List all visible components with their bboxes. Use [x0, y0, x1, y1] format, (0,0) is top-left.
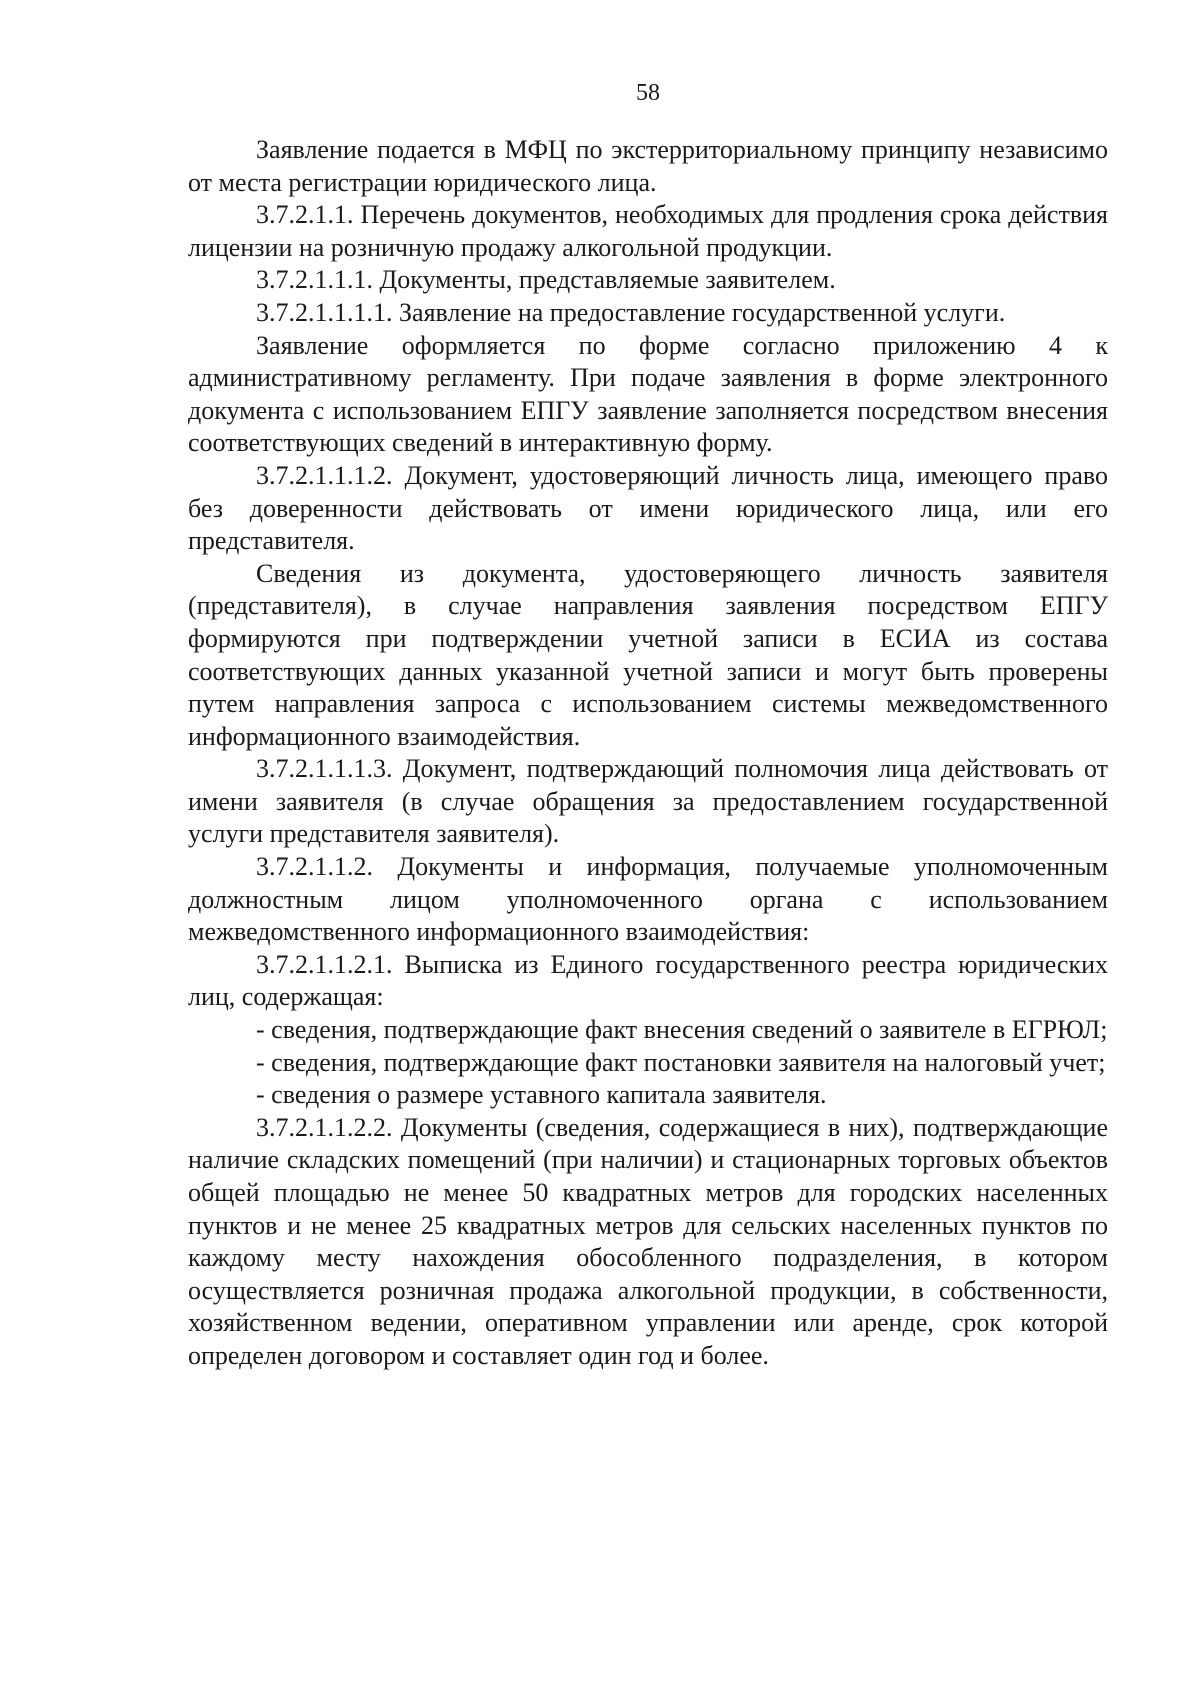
- document-body: [188, 134, 1108, 1373]
- paragraph-7: Сведения из документа, удостоверяющего личность заявителя (представителя), в случае направления заявления посредством ЕПГУ формируются при подтверждении учетной записи в ЕСИА из состава соответствующих данных указанной учетной записи и могут быть проверены путем направления запроса с использованием системы межведомственного информационного взаимодействия.: [188, 558, 1108, 751]
- paragraph-5: Заявление оформляется по форме согласно приложению 4 к административному регламенту. При подаче заявления в форме электронного документа с использованием ЕПГУ заявление заполняется посредством внесения соответствующих сведений в интерактивную форму.: [188, 330, 1108, 458]
- paragraph-10: 3.7.2.1.1.2.1. Выписка из Единого государственного реестра юридических лиц, содержащая:: [188, 949, 1108, 1012]
- paragraph-8: 3.7.2.1.1.1.3. Документ, подтверждающий полномочия лица действовать от имени заявителя (в случае обращения за предоставлением государственной услуги представителя заявителя).: [188, 754, 1108, 849]
- paragraph-6: 3.7.2.1.1.1.2. Документ, удостоверяющий личность лица, имеющего право без доверенности действовать от имени юридического лица, или его представителя.: [188, 460, 1108, 556]
- paragraph-9: 3.7.2.1.1.2. Документы и информация, получаемые уполномоченным должностным лицом уполномоченного органа с использованием межведомственного информационного взаимодействия:: [188, 852, 1108, 947]
- paragraph-3: 3.7.2.1.1.1. Документы, представляемые заявителем.: [256, 265, 836, 295]
- paragraph-2: 3.7.2.1.1. Перечень документов, необходимых для продления срока действия лицензии на розничную продажу алкогольной продукции.: [188, 200, 1108, 262]
- paragraph-4: 3.7.2.1.1.1.1. Заявление на предоставление государственной услуги.: [256, 297, 1006, 327]
- list-item-egrul: - сведения, подтверждающие факт внесения сведений о заявителе в ЕГРЮЛ;: [256, 1015, 1108, 1045]
- paragraph-1: Заявление подается в МФЦ по экстерриториальному принципу независимо от места регистрации юридического лица.: [188, 135, 1108, 197]
- list-item-capital: - сведения о размере уставного капитала заявителя.: [256, 1080, 827, 1110]
- paragraph-14: 3.7.2.1.1.2.2. Документы (сведения, содержащиеся в них), подтверждающие наличие складских помещений (при наличии) и стационарных торговых объектов общей площадью не менее 50 квадратных метров для городских населенных пунктов и не менее 25 квадратных метров для сельских населенных пунктов по каждому месту нахождения обособленного подразделения, в котором осуществляется розничная продажа алкогольной продукции, в собственности, хозяйственном ведении, оперативном управлении или аренде, срок которой определен договором и составляет один год и более.: [188, 1112, 1108, 1370]
- list-item-tax: - сведения, подтверждающие факт постановки заявителя на налоговый учет;: [256, 1047, 1106, 1077]
- page-number: 58: [636, 80, 660, 106]
